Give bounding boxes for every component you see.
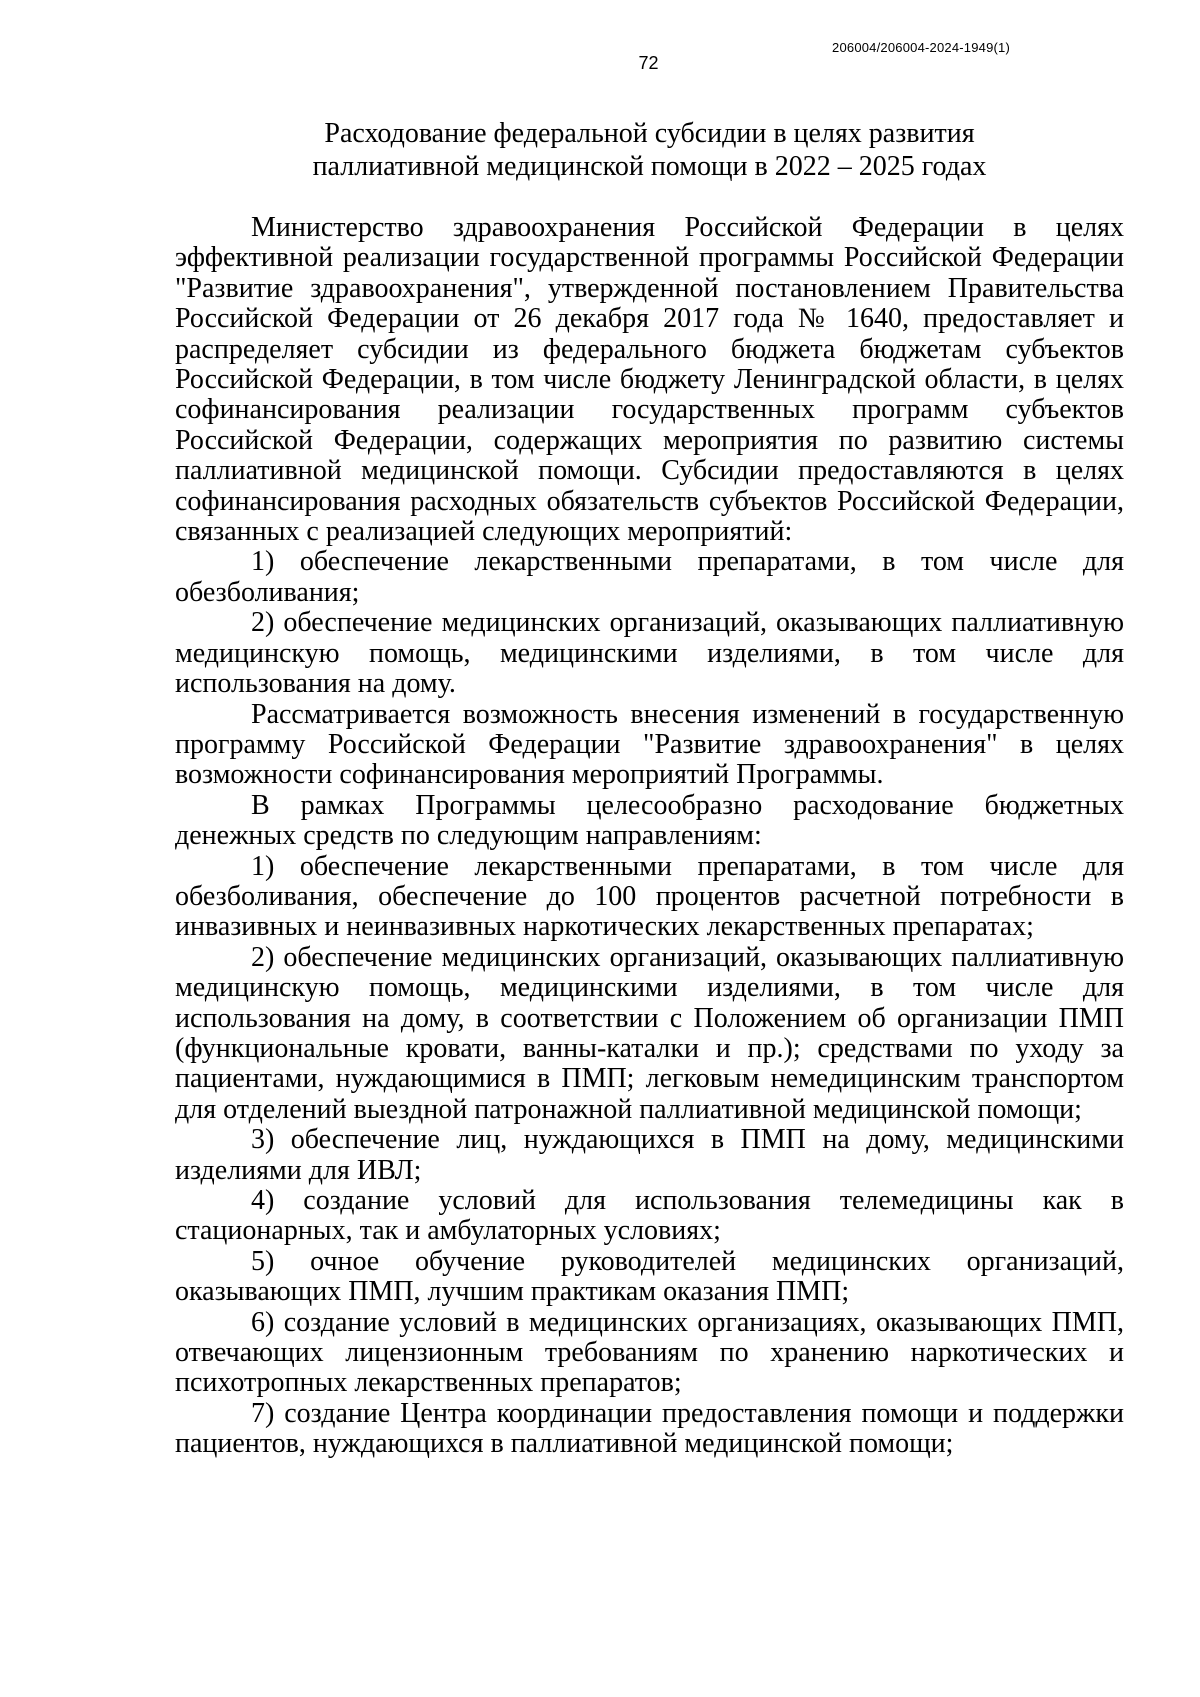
list-item-direction-1: 1) обеспечение лекарственными препаратами, в том числе для обезболивания, обеспечение до 100 процентов расчетной потребности в инвазивных и неинвазивных наркотических лекарственных препаратах; bbox=[175, 850, 1124, 943]
list-item-direction-4: 4) создание условий для использования телемедицины как в стационарных, так и амбулаторных условиях; bbox=[175, 1185, 1124, 1247]
page-title-line-1: Расходование федеральной субсидии в целях развития bbox=[324, 118, 975, 149]
list-item-direction-3: 3) обеспечение лиц, нуждающихся в ПМП на дому, медицинскими изделиями для ИВЛ; bbox=[175, 1124, 1124, 1186]
list-item-direction-2: 2) обеспечение медицинских организаций, оказывающих паллиативную медицинскую помощь, медицинскими изделиями, в том числе для использования на дому, в соответствии с Положением об организации ПМП (функциональные кровати, ванны-каталки и пр.); средствами по уходу за пациентами, нуждающимися в ПМП; легковым немедицинским транспортом для отделений выездной патронажной паллиативной медицинской помощи; bbox=[175, 941, 1124, 1125]
paragraph-intro: Министерство здравоохранения Российской Федерации в целях эффективной реализации государственной программы Российской Федерации "Развитие здравоохранения", утвержденной постановлением Правительства Российской Федерации от 26 декабря 2017 года № 1640, предоставляет и распределяет субсидии из федерального бюджета бюджетам субъектов Российской Федерации, в том числе бюджету Ленинградской области, в целях софинансирования реализации государственных программ субъектов Российской Федерации, содержащих мероприятия по развитию системы паллиативной медицинской помощи. Субсидии предоставляются в целях софинансирования расходных обязательств субъектов Российской Федерации, связанных с реализацией следующих мероприятий: bbox=[175, 212, 1124, 548]
paragraph-program-changes: Рассматривается возможность внесения изменений в государственную программу Российской Федерации "Развитие здравоохранения" в целях возможности софинансирования мероприятий Программы. bbox=[175, 698, 1124, 791]
list-item-direction-6: 6) создание условий в медицинских организациях, оказывающих ПМП, отвечающих лицензионным требованиям по хранению наркотических и психотропных лекарственных препаратов; bbox=[175, 1306, 1124, 1399]
document-id: 206004/206004-2024-1949(1) bbox=[832, 40, 1010, 55]
paragraph-program-directions: В рамках Программы целесообразно расходование бюджетных денежных средств по следующим направлениям: bbox=[175, 789, 1124, 852]
document-body bbox=[175, 213, 1124, 1460]
list-item-drugs: 1) обеспечение лекарственными препаратами, в том числе для обезболивания; bbox=[175, 546, 1124, 608]
list-item-medical-devices: 2) обеспечение медицинских организаций, оказывающих паллиативную медицинскую помощь, медицинскими изделиями, в том числе для использования на дому. bbox=[175, 607, 1124, 700]
page-title bbox=[175, 117, 1124, 183]
list-item-direction-5: 5) очное обучение руководителей медицинских организаций, оказывающих ПМП, лучшим практикам оказания ПМП; bbox=[175, 1245, 1124, 1308]
page-title-line-2: паллиативной медицинской помощи в 2022 – 2025 годах bbox=[312, 151, 987, 182]
page-number: 72 bbox=[638, 53, 659, 73]
list-item-direction-7: 7) создание Центра координации предоставления помощи и поддержки пациентов, нуждающихся в паллиативной медицинской помощи; bbox=[175, 1397, 1124, 1460]
